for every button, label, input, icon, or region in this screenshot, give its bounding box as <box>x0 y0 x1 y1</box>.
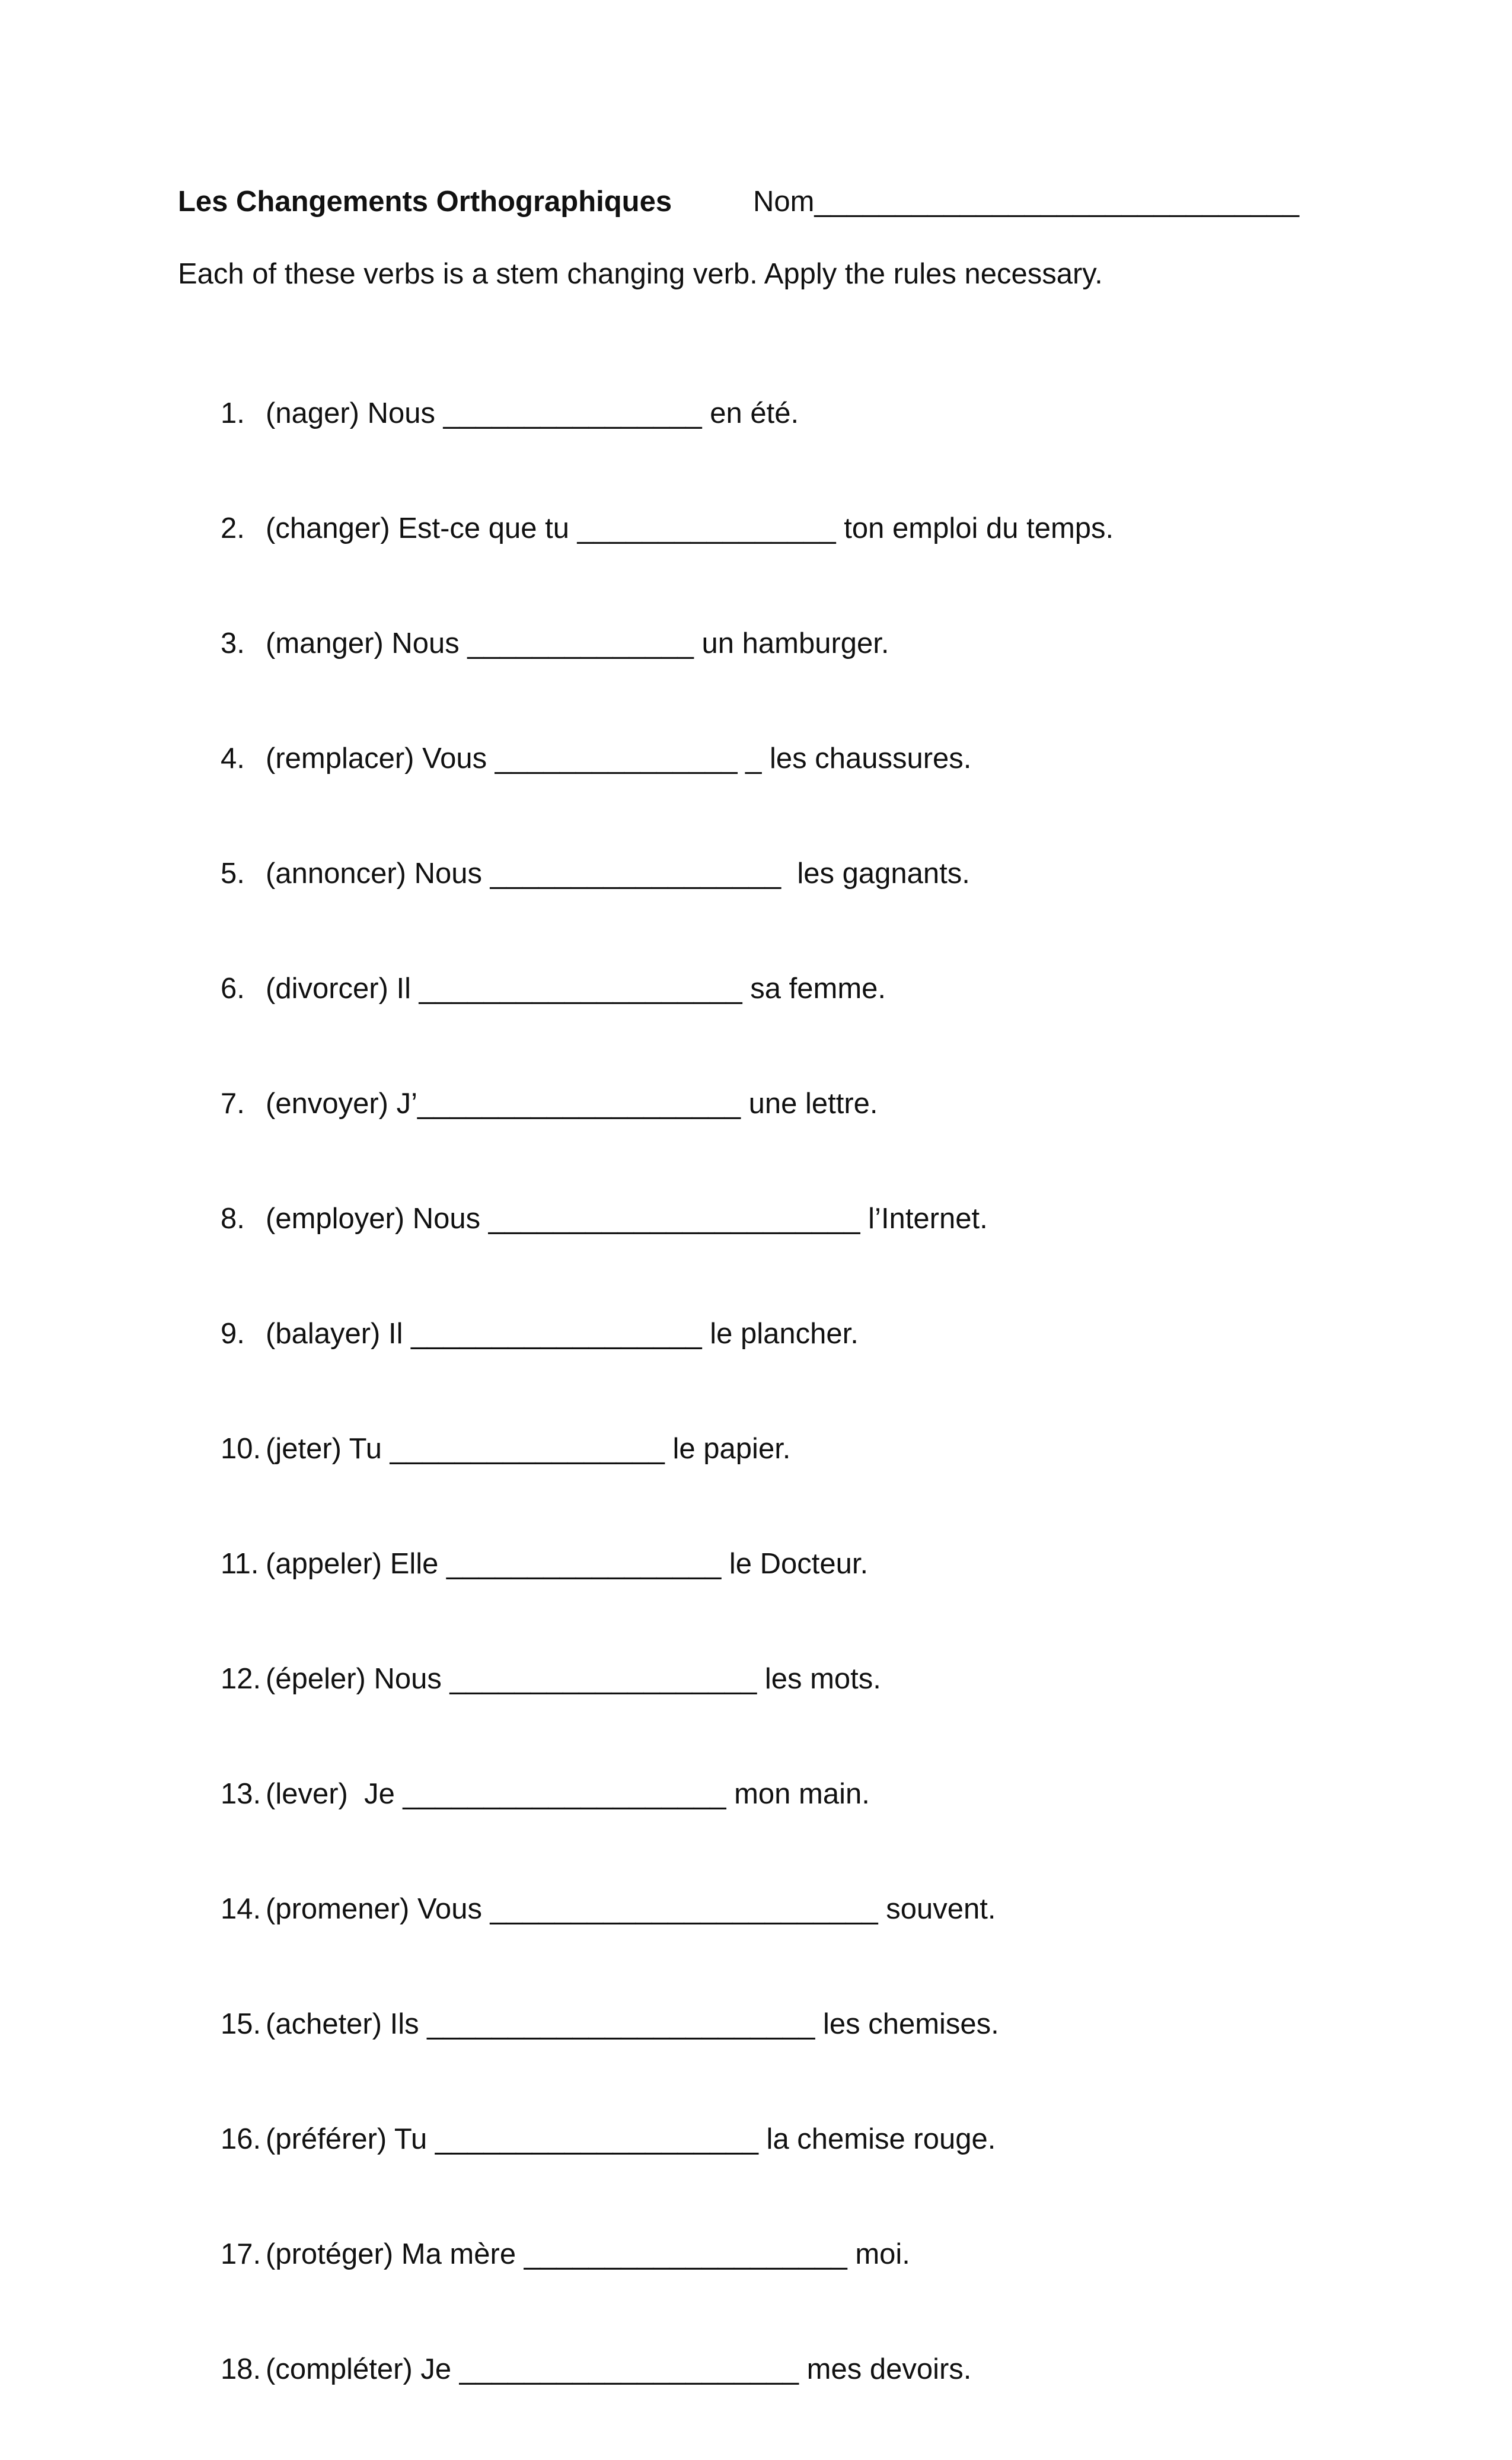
exercise-item-16 <box>221 2115 1114 2163</box>
worksheet-title: Les Changements Orthographiques <box>178 186 672 218</box>
item-text: (remplacer) Vous _______________ _ les chaussures. <box>266 743 972 775</box>
item-text: (lever) Je ____________________ mon main. <box>266 1778 870 1810</box>
exercise-item-6 <box>221 964 1114 1013</box>
exercise-item-11 <box>221 1540 1114 1588</box>
item-number: 13. <box>221 1778 261 1810</box>
item-text: (divorcer) Il ____________________ sa femme. <box>266 973 886 1005</box>
item-text: (employer) Nous _______________________ l’Internet. <box>266 1203 988 1235</box>
exercise-item-8 <box>221 1194 1114 1243</box>
item-text: (nager) Nous ________________ en été. <box>266 397 799 429</box>
item-text: (manger) Nous ______________ un hamburger. <box>266 627 889 659</box>
worksheet-header <box>178 178 1340 225</box>
item-number: 8. <box>221 1203 245 1235</box>
item-number: 1. <box>221 397 245 429</box>
exercise-item-10 <box>221 1425 1114 1473</box>
item-number: 5. <box>221 858 245 890</box>
item-number: 11. <box>221 1548 259 1580</box>
item-number: 18. <box>221 2353 261 2385</box>
exercise-item-1 <box>221 389 1114 438</box>
item-number: 17. <box>221 2238 261 2270</box>
item-text: (épeler) Nous ___________________ les mots. <box>266 1663 881 1695</box>
item-text: (protéger) Ma mère ____________________ moi. <box>266 2238 910 2270</box>
exercise-item-15 <box>221 2000 1114 2048</box>
exercise-item-4 <box>221 734 1114 783</box>
exercise-item-14 <box>221 1885 1114 1933</box>
exercise-item-5 <box>221 849 1114 898</box>
name-field: Nom______________________________ <box>753 186 1299 218</box>
item-number: 3. <box>221 627 245 659</box>
exercise-item-12 <box>221 1655 1114 1703</box>
item-number: 10. <box>221 1433 261 1465</box>
item-text: (changer) Est-ce que tu ________________ ton emploi du temps. <box>266 512 1114 544</box>
item-number: 16. <box>221 2123 261 2155</box>
item-number: 2. <box>221 512 245 544</box>
item-text: (envoyer) J’____________________ une lettre. <box>266 1088 878 1120</box>
exercise-item-17 <box>221 2230 1114 2279</box>
item-number: 4. <box>221 743 245 775</box>
instructions: Each of these verbs is a stem changing verb. Apply the rules necessary. <box>178 258 1103 290</box>
item-text: (appeler) Elle _________________ le Docteur. <box>266 1548 869 1580</box>
item-text: (balayer) Il __________________ le plancher. <box>266 1318 859 1350</box>
item-text: (préférer) Tu ____________________ la chemise rouge. <box>266 2123 996 2155</box>
exercise-item-2 <box>221 504 1114 553</box>
item-number: 15. <box>221 2008 261 2040</box>
item-number: 6. <box>221 973 245 1005</box>
item-number: 7. <box>221 1088 245 1120</box>
item-number: 14. <box>221 1893 261 1925</box>
item-text: (promener) Vous ________________________ souvent. <box>266 1893 996 1925</box>
exercise-list <box>221 323 1114 2460</box>
item-text: (jeter) Tu _________________ le papier. <box>266 1433 791 1465</box>
exercise-item-3 <box>221 619 1114 668</box>
exercise-item-18 <box>221 2345 1114 2394</box>
item-text: (annoncer) Nous __________________ les gagnants. <box>266 858 970 890</box>
item-text: (acheter) Ils ________________________ les chemises. <box>266 2008 999 2040</box>
item-text: (compléter) Je _____________________ mes devoirs. <box>266 2353 972 2385</box>
item-number: 12. <box>221 1663 261 1695</box>
exercise-item-7 <box>221 1079 1114 1128</box>
exercise-item-13 <box>221 1770 1114 1818</box>
exercise-item-9 <box>221 1309 1114 1358</box>
item-number: 9. <box>221 1318 245 1350</box>
